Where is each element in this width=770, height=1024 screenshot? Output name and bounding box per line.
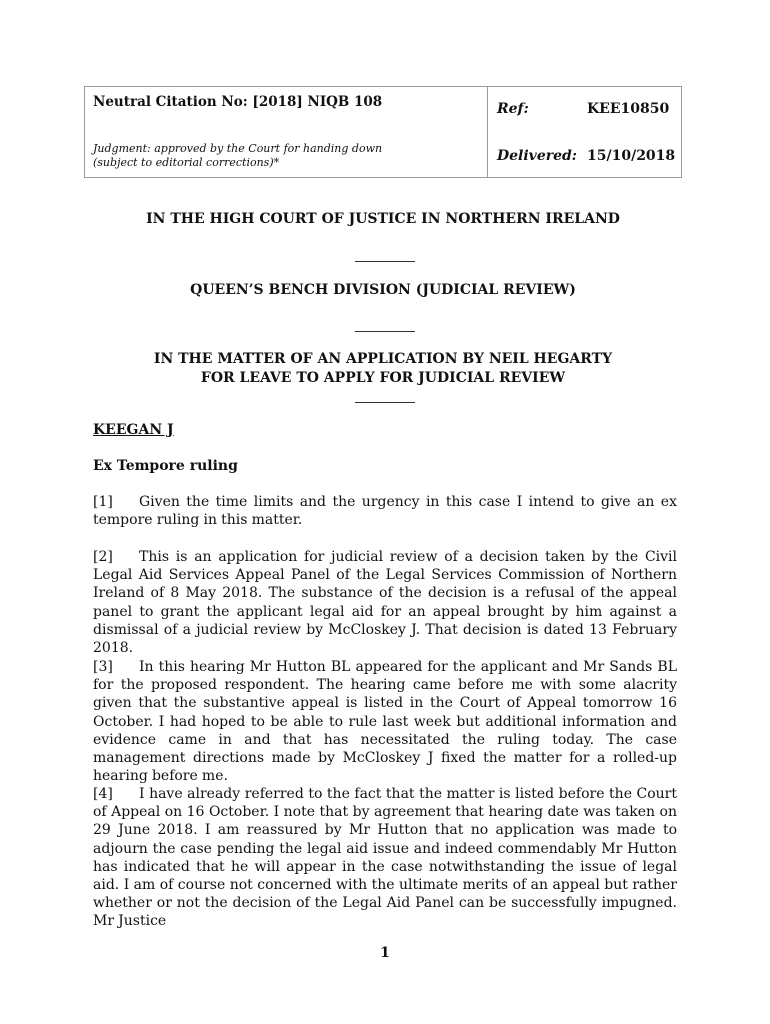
- paragraph-number: [3]: [93, 659, 113, 675]
- paragraph-3: [93, 658, 677, 785]
- ruling-type: Ex Tempore ruling: [93, 458, 238, 474]
- paragraph-text: In this hearing Mr Hutton BL appeared for the applicant and Mr Sands BL for the proposed respondent. The hearing came before me with some alacrity given that the substantive appeal is listed in the Court of Appeal tomorrow 16 October. I had hoped to be able to rule last week but additional information and evidence came in and that has necessitated the ruling today. The case management directions made by McCloskey J fixed the matter for a rolled-up hearing before me.: [93, 659, 677, 785]
- paragraph-1: [93, 493, 677, 529]
- approval-line-1: Judgment: approved by the Court for handing down: [93, 142, 383, 155]
- court-title: IN THE HIGH COURT OF JUSTICE IN NORTHERN IRELAND: [146, 211, 620, 227]
- ref-label: Ref:: [497, 101, 529, 117]
- matter-line-2: FOR LEAVE TO APPLY FOR JUDICIAL REVIEW: [200, 370, 566, 386]
- neutral-citation: Neutral Citation No: [2018] NIQB 108: [93, 94, 383, 110]
- divider-rule-2: [355, 331, 415, 332]
- division-title: QUEEN’S BENCH DIVISION (JUDICIAL REVIEW): [190, 282, 576, 298]
- divider-rule-1: [355, 261, 415, 262]
- delivered-label: Delivered:: [497, 148, 577, 164]
- page-number: 1: [380, 945, 390, 961]
- paragraph-number: [2]: [93, 549, 113, 565]
- ref-value: KEE10850: [587, 101, 670, 117]
- paragraph-2: [93, 548, 677, 657]
- paragraph-number: [4]: [93, 786, 113, 802]
- paragraph-text: This is an application for judicial review of a decision taken by the Civil Legal Aid Services Appeal Panel of the Legal Services Commission of Northern Ireland of 8 May 2018. The substance of the decision is a refusal of the appeal panel to grant the applicant legal aid for an appeal brought by him against a dismissal of a judicial review by McCloskey J. That decision is dated 13 February 2018.: [93, 549, 677, 657]
- citation-header: [84, 86, 682, 178]
- approval-line-2: (subject to editorial corrections)*: [93, 156, 280, 169]
- paragraph-text: Given the time limits and the urgency in this case I intend to give an ex tempore ruling in this matter.: [93, 494, 677, 529]
- delivered-value: 15/10/2018: [587, 148, 676, 164]
- judge-name: KEEGAN J: [93, 422, 174, 438]
- paragraph-4: [93, 785, 677, 931]
- paragraph-text: I have already referred to the fact that the matter is listed before the Court of Appeal on 16 October. I note that by agreement that hearing date was taken on 29 June 2018. I am reassured by Mr Hutton that no application was made to adjourn the case pending the legal aid issue and indeed commendably Mr Hutton has indicated that he will appear in the case notwithstanding the issue of legal aid. I am of course not concerned with the ultimate merits of an appeal but rather whether or not the decision of the Legal Aid Panel can be successfully impugned. Mr Justice: [93, 786, 677, 930]
- paragraph-number: [1]: [93, 494, 113, 510]
- divider-rule-3: [355, 402, 415, 403]
- header-divider: [487, 87, 488, 177]
- matter-line-1: IN THE MATTER OF AN APPLICATION BY NEIL HEGARTY: [153, 351, 613, 367]
- approval-note: [93, 142, 382, 170]
